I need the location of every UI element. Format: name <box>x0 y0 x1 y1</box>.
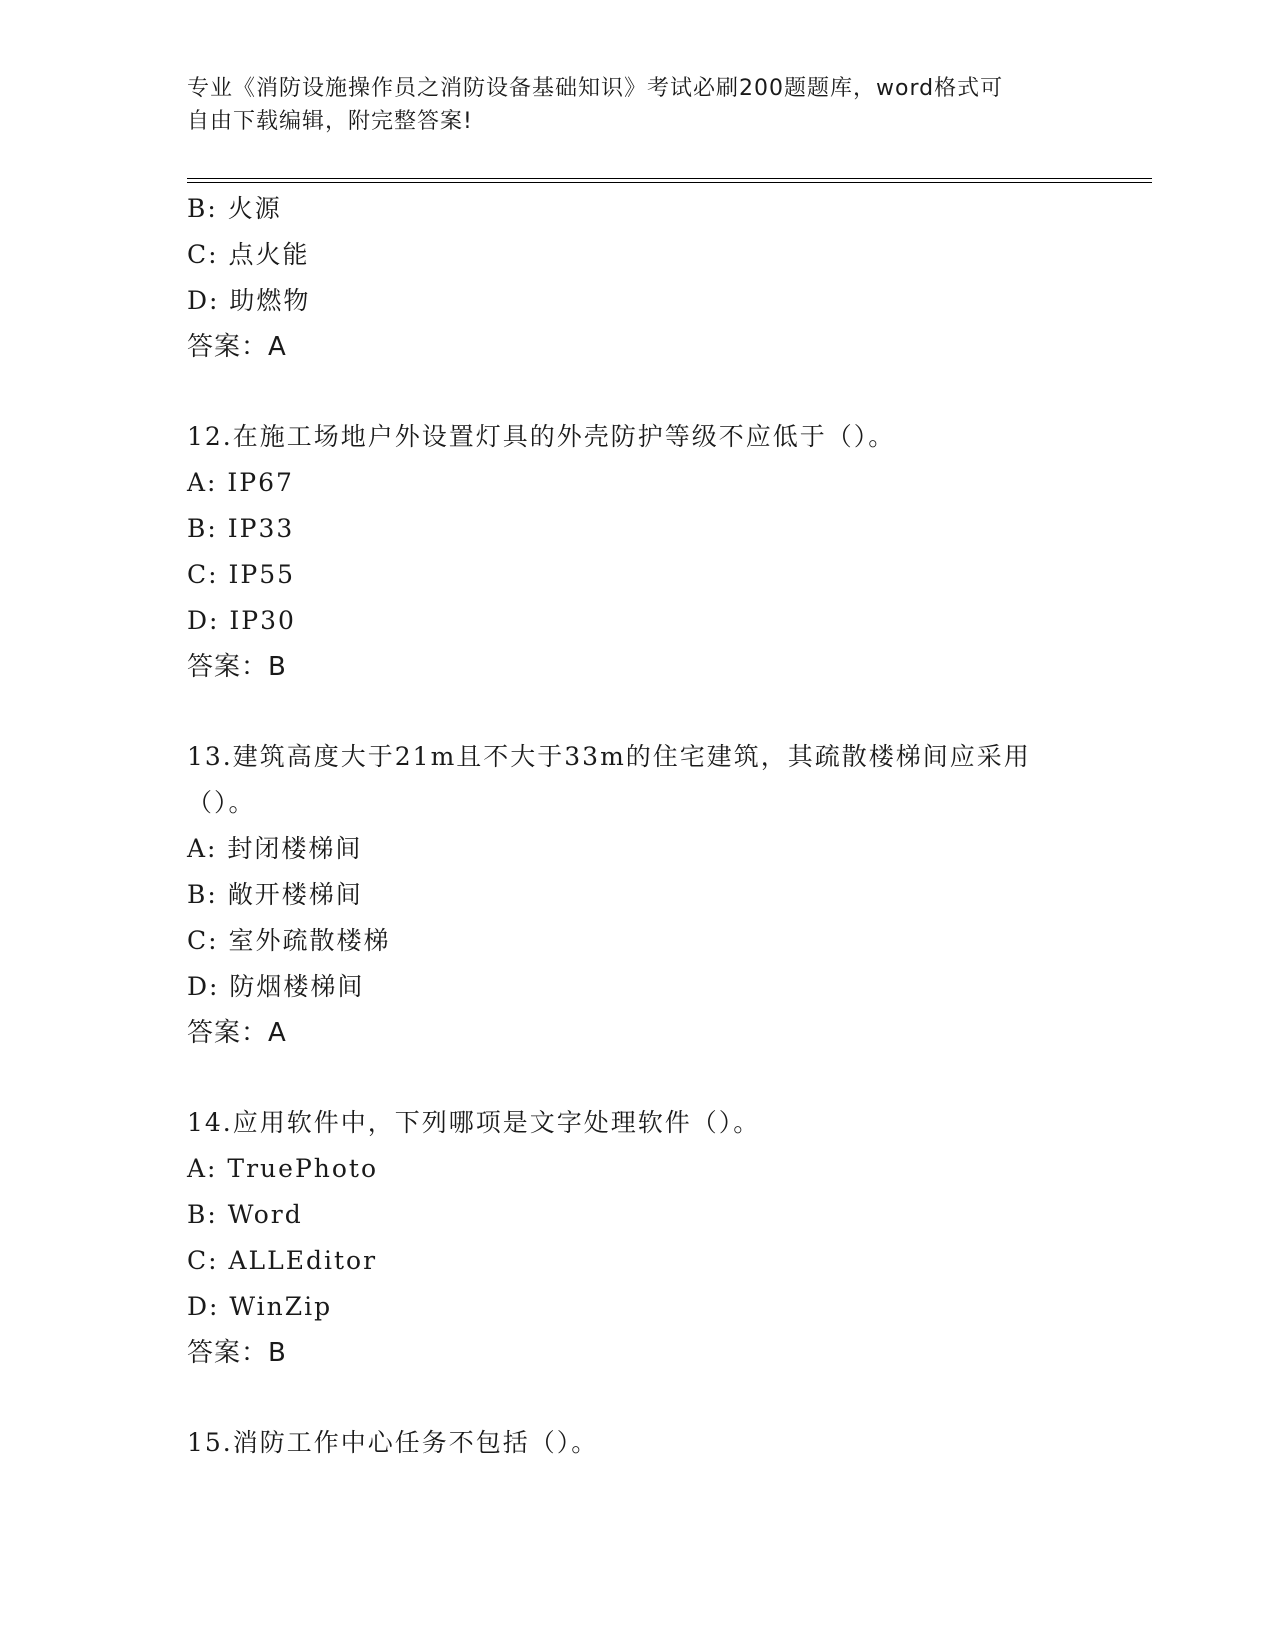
spacer <box>187 370 1087 414</box>
document-header <box>187 72 1067 138</box>
option-a: A: IP67 <box>187 468 294 497</box>
header-title-line-1: 专业《消防设施操作员之消防设备基础知识》考试必刷200题题库，word格式可 <box>187 76 1004 101</box>
spacer <box>187 1376 1087 1420</box>
question-stem-line-1: 13.建筑高度大于21m且不大于33m的住宅建筑，其疏散楼梯间应采用 <box>187 742 1031 771</box>
option-b: B: IP33 <box>187 514 295 543</box>
option-c: C: 点火能 <box>187 240 310 269</box>
option-c: C: IP55 <box>187 560 296 589</box>
spacer <box>187 690 1087 734</box>
header-divider-bottom <box>187 182 1152 183</box>
option-d: D: WinZip <box>187 1292 333 1321</box>
question-13 <box>187 734 1087 1056</box>
question-stem: 12.在施工场地户外设置灯具的外壳防护等级不应低于（）。 <box>187 422 896 451</box>
question-stem-line-2: （）。 <box>187 788 256 817</box>
question-15 <box>187 1420 1087 1466</box>
option-d: D: 助燃物 <box>187 286 311 315</box>
answer: 答案：B <box>187 652 287 682</box>
option-a: A: 封闭楼梯间 <box>187 834 363 863</box>
answer: 答案：A <box>187 332 287 362</box>
answer: 答案：B <box>187 1338 287 1368</box>
option-c: C: 室外疏散楼梯 <box>187 926 391 955</box>
answer: 答案：A <box>187 1018 287 1048</box>
option-b: B: Word <box>187 1200 303 1229</box>
question-stem: 14.应用软件中，下列哪项是文字处理软件（）。 <box>187 1108 761 1137</box>
option-d: D: IP30 <box>187 606 296 635</box>
question-stem: 15.消防工作中心任务不包括（）。 <box>187 1428 599 1457</box>
question-list <box>187 186 1087 1466</box>
question-14 <box>187 1100 1087 1376</box>
option-c: C: ALLEditor <box>187 1246 378 1275</box>
question-11-tail <box>187 186 1087 370</box>
option-d: D: 防烟楼梯间 <box>187 972 365 1001</box>
option-b: B: 火源 <box>187 194 282 223</box>
header-divider-top <box>187 178 1152 179</box>
question-12 <box>187 414 1087 690</box>
option-b: B: 敞开楼梯间 <box>187 880 363 909</box>
option-a: A: TruePhoto <box>187 1154 379 1183</box>
header-title-line-2: 自由下载编辑，附完整答案! <box>187 109 473 134</box>
spacer <box>187 1056 1087 1100</box>
